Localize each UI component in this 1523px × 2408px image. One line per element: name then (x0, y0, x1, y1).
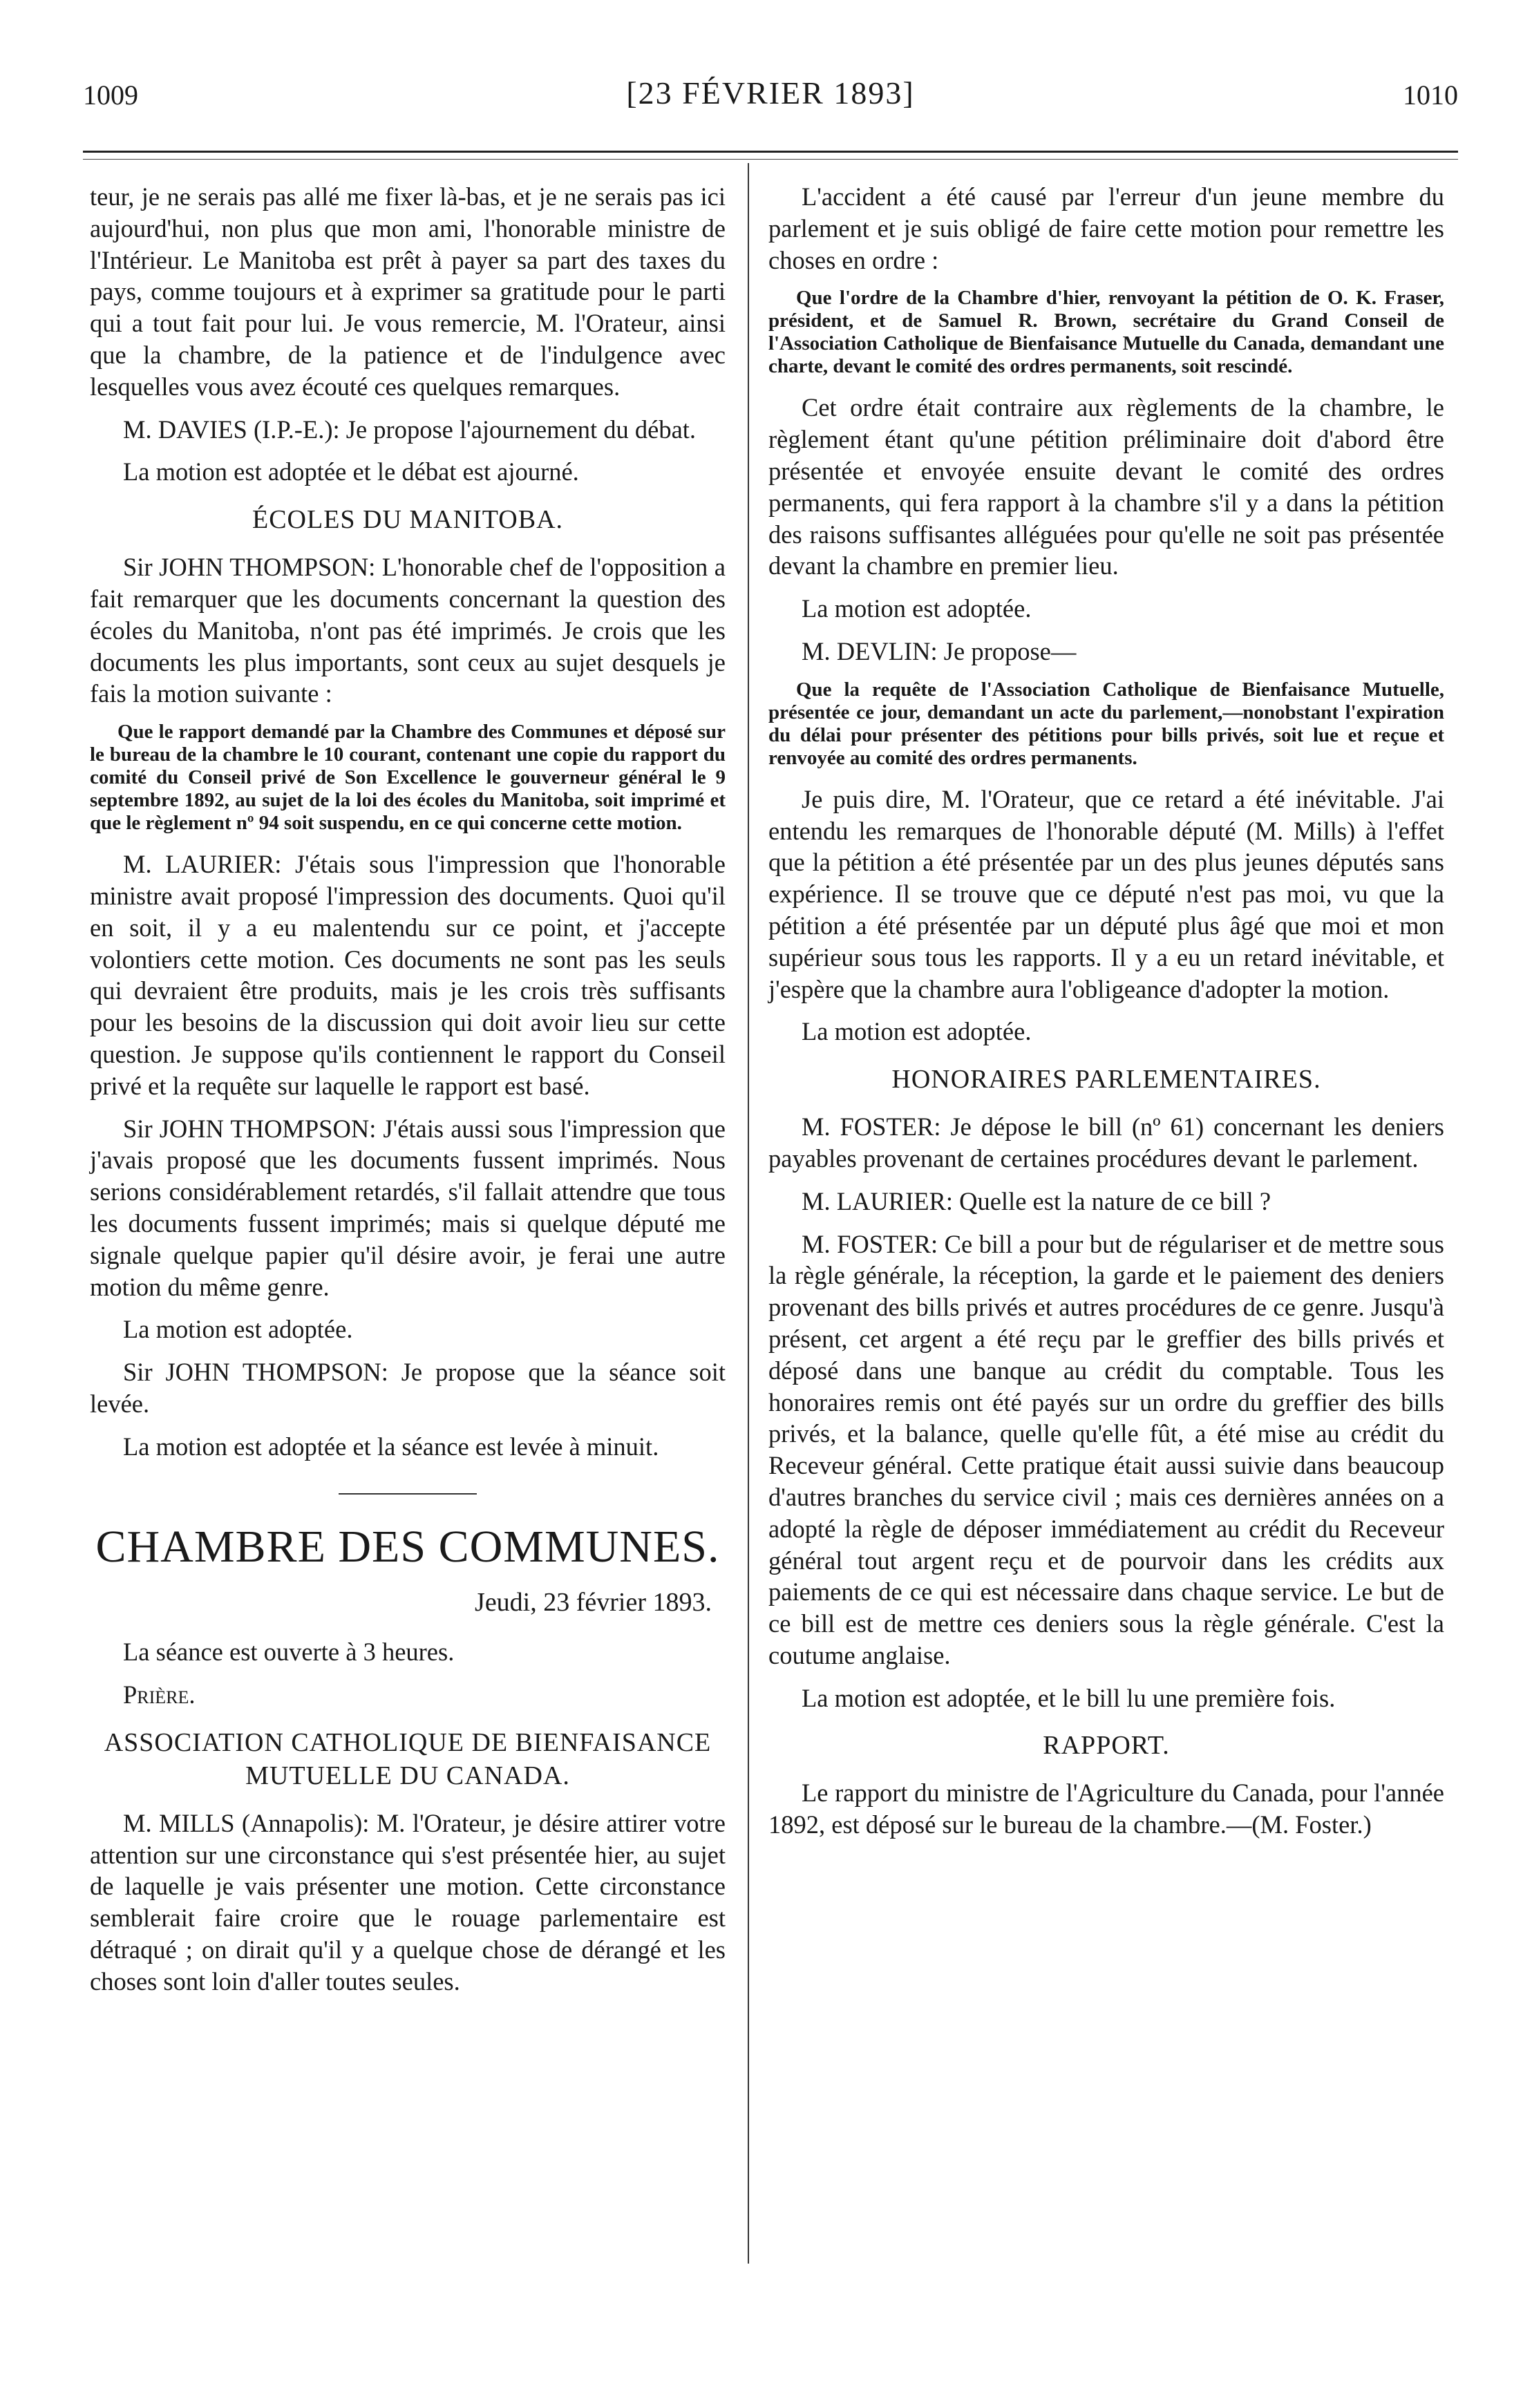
left-column (90, 181, 726, 2009)
section-heading: ÉCOLES DU MANITOBA. (252, 505, 564, 535)
paragraph: La séance est ouverte à 3 heures. (123, 1638, 455, 1667)
paragraph: M. MILLS (Annapolis): M. l'Orateur, je désire attirer votre attention sur une circonstance qui s'est présentée hier, au sujet de laquelle je vais présenter une motion. Cette circonstance semblerait faire croire que le rouage parlementaire est détraqué ; on dirait qu'il y a quelque chose de dérangé et les choses sont loin d'aller toutes seules. (90, 1808, 726, 1995)
paragraph: La motion est adoptée et la séance est levée à minuit. (123, 1432, 659, 1461)
paragraph: Sir JOHN THOMPSON: L'honorable chef de l'opposition a fait remarquer que les documents concernant la question des écoles du Manitoba, n'ont pas été imprimés. Je crois que les documents les plus importants, sont ceux au sujet desquels je fais la motion suivante : (90, 553, 726, 708)
paragraph: La motion est adoptée. (802, 594, 1032, 623)
sitting-date: Jeudi, 23 février 1893. (475, 1587, 712, 1617)
page-header (83, 72, 1458, 120)
paragraph: La motion est adoptée. (123, 1315, 353, 1344)
section-heading: ASSOCIATION CATHOLIQUE DE BIENFAISANCE MUTUELLE DU CANADA. (104, 1727, 712, 1790)
paragraph: M. FOSTER: Ce bill a pour but de régulariser et de mettre sous la règle générale, la réception, la garde et le paiement des deniers provenant des bills privés et autres procédures de ce genre. Jusqu'à présent, cet argent a été reçu par le greffier des bills privés et déposé dans une banque au crédit du comptable. Tous les honoraires remis ont été payés sur un ordre du greffier des bills privés, et la balance, quelle qu'elle fût, a été mise au crédit du Receveur général. Cette pratique était aussi suivie dans beaucoup d'autres branches du service civil ; mais ces dernières années on a adopté la règle de déposer immédiatement au crédit du Receveur général tout argent reçu et de pourvoir dans les crédits aux paiements de ce qui est nécessaire dans chaque service. Le but de ce bill est de mettre ces deniers sous la règle générale. C'est la coutume anglaise. (768, 1229, 1444, 1669)
paragraph: teur, je ne serais pas allé me fixer là-bas, et je ne serais pas ici aujourd'hui, non plus que mon ami, l'honorable ministre de l'Intérieur. Le Manitoba est prêt à payer sa part des taxes du pays, comme toujours et à exprimer sa gratitude pour le parti qui a tout fait pour lui. Je vous remercie, M. l'Orateur, ainsi que la chambre, de la patience et de l'indulgence avec lesquelles vous avez écouté ces quelques remarques. (90, 182, 726, 401)
motion-text: Que la requête de l'Association Catholique de Bienfaisance Mutuelle, présentée ce jour, demandant un acte du parlement,—nonobstant l'expiration du délai pour présenter des pétitions pour bills privés, soit lue et reçue et renvoyée au comité des ordres permanents. (768, 678, 1444, 769)
prayer-label: Prière. (123, 1680, 196, 1709)
page-date: [23 FÉVRIER 1893] (626, 75, 915, 111)
paragraph: La motion est adoptée, et le bill lu une première fois. (802, 1683, 1336, 1712)
paragraph: M. DEVLIN: Je propose— (802, 636, 1077, 665)
paragraph: Je puis dire, M. l'Orateur, que ce retard a été inévitable. J'ai entendu les remarques de l'honorable député (M. Mills) à l'effet que la pétition a été présentée par un des plus jeunes députés sans expérience. Il se trouve que ce député n'est pas moi, vu que la pétition a été présentée par un député plus âgé que moi et mon supérieur sous tous les rapports. Il y a eu un retard inévitable, et j'espère que la chambre aura l'obligeance d'adopter la motion. (768, 784, 1444, 1003)
section-heading: RAPPORT. (1043, 1731, 1170, 1761)
right-column (768, 181, 1444, 1852)
paragraph: Sir JOHN THOMPSON: Je propose que la séance soit levée. (90, 1358, 726, 1418)
paragraph: La motion est adoptée. (802, 1017, 1032, 1046)
motion-text: Que l'ordre de la Chambre d'hier, renvoyant la pétition de O. K. Fraser, président, et de Samuel R. Brown, secrétaire du Grand Conseil de l'Association Catholique de Bienfaisance Mutuelle du Canada, demandant une charte, devant le comité des ordres permanents, soit rescindé. (768, 287, 1444, 378)
paragraph: M. LAURIER: J'étais sous l'impression que l'honorable ministre avait proposé l'impression des documents. Quoi qu'il en soit, il y a eu malentendu sur ce point, et j'accepte volontiers cette motion. Ces documents ne sont pas les seuls qui devraient être produits, mais je les crois très suffisants pour les besoins de la discussion qui doit avoir lieu sur cette question. Je suppose qu'ils contiennent le rapport du Conseil privé et la requête sur laquelle le rapport est basé. (90, 850, 726, 1100)
paragraph: M. LAURIER: Quelle est la nature de ce bill ? (802, 1186, 1271, 1215)
section-separator (339, 1493, 477, 1495)
motion-text: Que le rapport demandé par la Chambre des Communes et déposé sur le bureau de la chambre le 10 courant, contenant une copie du rapport du comité du Conseil privé de Son Excellence le gouverneur général le 9 septembre 1892, au sujet de la loi des écoles du Manitoba, soit imprimé et que le règlement nº 94 soit suspendu, en ce qui concerne cette motion. (90, 721, 726, 835)
paragraph: M. DAVIES (I.P.-E.): Je propose l'ajournement du débat. (123, 415, 697, 444)
section-heading: HONORAIRES PARLEMENTAIRES. (891, 1065, 1321, 1094)
chamber-title: CHAMBRE DES COMMUNES. (95, 1521, 720, 1572)
paragraph: Le rapport du ministre de l'Agriculture du Canada, pour l'année 1892, est déposé sur le bureau de la chambre.—(M. Foster.) (768, 1779, 1444, 1839)
column-divider (748, 163, 749, 2264)
header-rule-thick (83, 151, 1458, 153)
paragraph: Sir JOHN THOMPSON: J'étais aussi sous l'impression que j'avais proposé que les documents fussent imprimés. Nous serions considérablement retardés, s'il fallait attendre que tous les documents fussent imprimés; mais si quelque député me signale quelque papier qu'il désire avoir, je ferai une autre motion du même genre. (90, 1114, 726, 1301)
paragraph: La motion est adoptée et le débat est ajourné. (123, 457, 579, 486)
page-number-right: 1010 (1403, 79, 1458, 111)
paragraph: M. FOSTER: Je dépose le bill (nº 61) concernant les deniers payables provenant de certaines procédures devant le parlement. (768, 1112, 1444, 1173)
page-number-left: 1009 (83, 79, 138, 111)
header-rule-thin (83, 159, 1458, 160)
paragraph: L'accident a été causé par l'erreur d'un jeune membre du parlement et je suis obligé de faire cette motion pour remettre les choses en ordre : (768, 182, 1444, 274)
paragraph: Cet ordre était contraire aux règlements de la chambre, le règlement étant qu'une pétition préliminaire doit d'abord être présentée et envoyée ensuite devant le comité des ordres permanents, qui fera rapport à la chambre s'il y a dans la pétition des raisons suffisantes alléguées pour qu'elle ne soit pas présentée devant la chambre en premier lieu. (768, 393, 1444, 580)
